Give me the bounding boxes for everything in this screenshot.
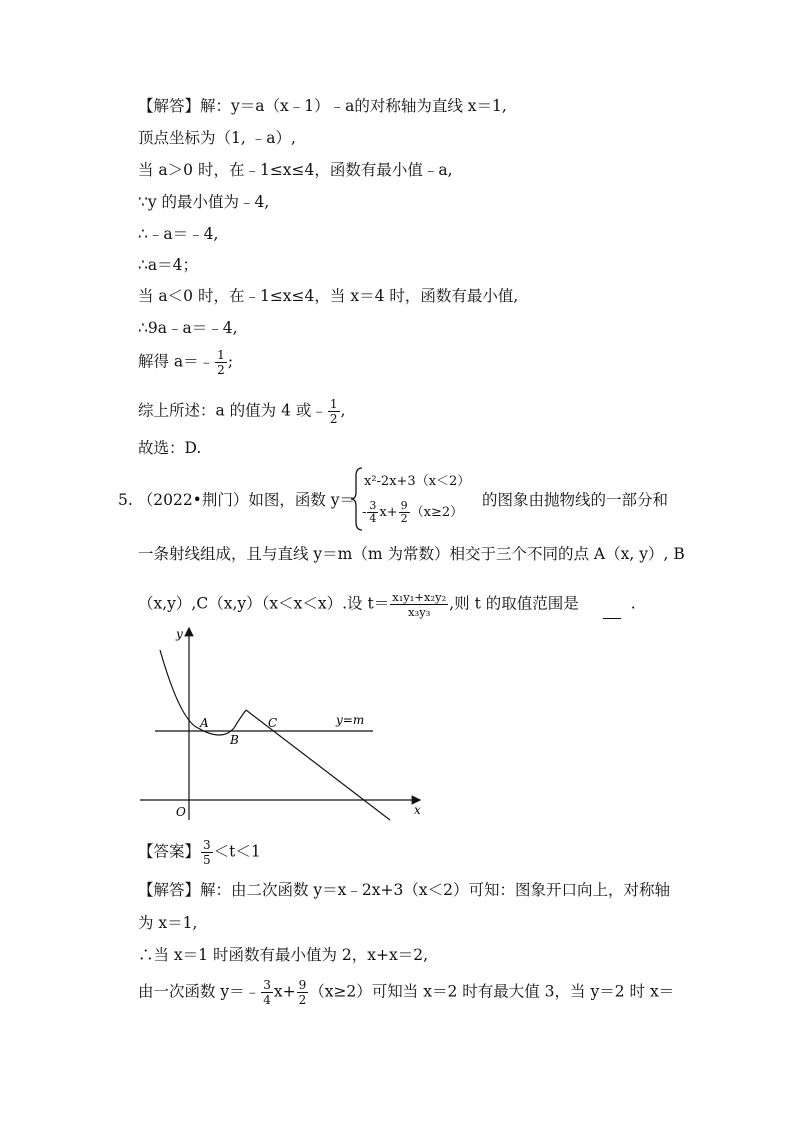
fraction-three-fifths: [201, 838, 213, 867]
frac-denominator: 4: [263, 993, 271, 1007]
frac-denominator: 2: [217, 363, 225, 377]
frac-denominator: 2: [400, 512, 408, 525]
frac-denominator: 4: [369, 512, 377, 525]
answer-range: ＜t＜1: [213, 842, 261, 861]
solution2-line-3: ∴当 x＝1 时函数有最小值为 2，x+x＝2,: [138, 946, 429, 964]
frac-denominator: 2: [298, 993, 307, 1007]
fraction-t-definition: [390, 590, 448, 619]
line-y-m-label: y=m: [336, 713, 365, 727]
point-b-label: B: [230, 733, 239, 747]
fraction-nine-halves: [399, 500, 410, 525]
solution-line-2: 顶点坐标为（1, ﹣a）,: [138, 129, 296, 147]
problem-5-line-1: [118, 490, 355, 510]
solution-line-10-end: ,: [340, 401, 346, 420]
problem-5-line-3-text: （x,y）,C（x,y）（x＜x＜x）.设 t＝: [138, 594, 390, 613]
solution-line-9: [138, 348, 233, 377]
problem-5-line-3-post: ,则 t 的取值范围是: [449, 594, 579, 613]
frac-denominator: 2: [329, 412, 338, 426]
solution-line-5: ∴﹣a＝﹣4,: [138, 225, 219, 243]
point-c-label: C: [268, 716, 278, 730]
origin-label: O: [176, 805, 186, 819]
solution-line-10: [138, 397, 345, 426]
frac-numerator: 1: [217, 348, 225, 362]
piecewise-case-1: x²-2x+3（x＜2）: [364, 474, 471, 489]
solution2-line-4-text: 由一次函数 y＝﹣: [138, 982, 261, 1001]
frac-denominator: x₃y₃: [408, 605, 431, 619]
fraction-one-half: [215, 348, 227, 377]
frac-numerator: 3: [263, 978, 271, 992]
solution-line-11: 故选：D.: [138, 439, 202, 457]
solution2-line-2: 为 x＝1,: [138, 914, 198, 932]
function-graph-figure: [130, 620, 430, 825]
frac-denominator: 5: [203, 853, 211, 867]
fraction-three-quarters: [261, 978, 273, 1007]
y-axis-label: y: [176, 627, 183, 641]
case2-sign: -: [362, 505, 367, 520]
frac-numerator: 3: [369, 499, 377, 512]
frac-numerator: 9: [298, 978, 307, 992]
frac-numerator: 9: [400, 499, 408, 512]
problem-5-line-3-end: .: [630, 594, 636, 613]
solution-line-8: ∴9a﹣a＝﹣4,: [138, 319, 238, 337]
answer-line: [138, 838, 261, 867]
answer-label: 【答案】: [138, 842, 201, 861]
solution-line-1: 【解答】解：y＝a（x﹣1）﹣a的对称轴为直线 x＝1,: [138, 97, 507, 115]
problem-5-line-2: 一条射线组成，且与直线 y＝m（m 为常数）相交于三个不同的点 A（x, y）, B: [138, 545, 685, 563]
case2-condition: （x≥2）: [410, 505, 464, 520]
solution-line-9-text: 解得 a＝﹣: [138, 352, 215, 371]
solution-line-4: ∵y 的最小值为﹣4,: [138, 193, 270, 211]
problem-5-line-1-end: 的图象由抛物线的一部分和: [482, 491, 669, 509]
solution-line-9-end: ;: [227, 352, 234, 371]
x-axis-label: x: [414, 803, 421, 817]
frac-numerator: 1: [329, 397, 338, 411]
frac-numerator: x₁y₁+x₂y₂: [392, 590, 447, 604]
solution2-line-4-post: （x≥2）可知当 x＝2 时有最大值 3，当 y＝2 时 x＝: [309, 982, 675, 1001]
problem-intro: （2022•荆门）如图，函数 y＝: [137, 491, 356, 509]
solution-line-10-text: 综上所述：a 的值为 4 或﹣: [138, 401, 327, 420]
fraction-three-quarters: [367, 500, 378, 525]
fraction-one-half: [328, 397, 340, 426]
frac-numerator: 3: [203, 838, 211, 852]
solution-line-7: 当 a＜0 时，在﹣1≤x≤4，当 x＝4 时，函数有最小值,: [138, 287, 519, 305]
solution2-line-4: [138, 978, 674, 1007]
solution2-line-1: 【解答】解：由二次函数 y＝x﹣2x+3（x＜2）可知：图象开口向上，对称轴: [138, 881, 670, 899]
piecewise-case-2: [362, 500, 463, 525]
solution-line-3: 当 a＞0 时，在﹣1≤x≤4，函数有最小值﹣a,: [138, 161, 453, 179]
solution2-line-4-mid: x+: [273, 982, 296, 1001]
problem-5-line-3: [138, 590, 636, 619]
point-a-label: A: [200, 716, 209, 730]
answer-blank: [603, 604, 621, 619]
case2-mid: x+: [379, 505, 398, 520]
solution-line-6: ∴a＝4；: [138, 256, 198, 274]
problem-number: 5.: [118, 491, 133, 509]
fraction-nine-halves: [297, 978, 309, 1007]
